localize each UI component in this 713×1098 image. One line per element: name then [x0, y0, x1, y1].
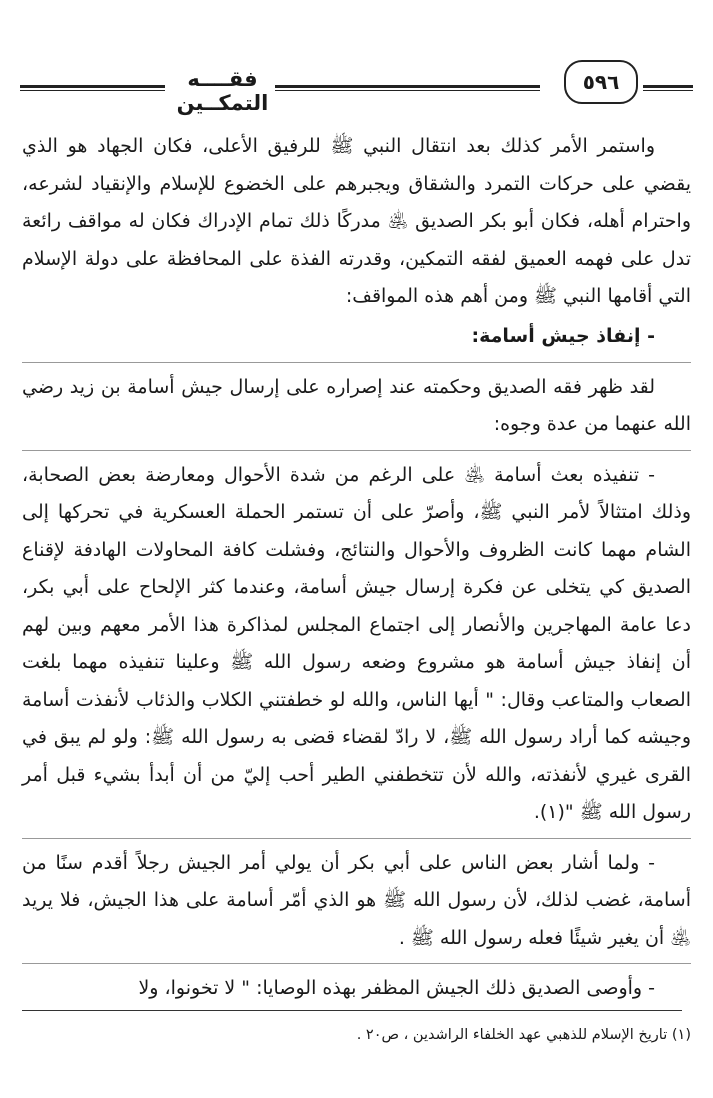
header-rule-right [643, 85, 693, 91]
separator-line [22, 838, 691, 839]
separator-line [22, 963, 691, 964]
footnote: (١) تاريخ الإسلام للذهبي عهد الخلفاء الراشدين ، ص٢٠ . [356, 1027, 691, 1043]
separator-line [22, 450, 691, 451]
paragraph-1: واستمر الأمر كذلك بعد انتقال النبي ﷺ للرفيق الأعلى، فكان الجهاد هو الذي يقضي على حركات التمرد والشقاق ويجبرهم على الخضوع للإسلام والإنقياد لشرعه، واحترام أهله، فكان أبو بكر الصديق ﵁ مدركًا ذلك تمام الإدراك فكان له مواقف رائعة تدل على فهمه العميق لفقه التمكين، وقدرته الفذة على المحافظة على دولة الإسلام التي أقامها النبي ﷺ ومن أهم هذه المواقف: [22, 135, 691, 307]
paragraph-3: - تنفيذه بعث أسامة ﵁ على الرغم من شدة الأحوال ومعارضة بعض الصحابة، وذلك امتثالاً لأمر النبي ﷺ، وأصرّ على أن تستمر الحملة العسكرية في تحركها إلى الشام مهما كانت الظروف والأحوال والنتائج، وفشلت كافة المحاولات الهادفة لإقناع الصديق كي يتخلى عن فكرة إرسال جيش أسامة، وعندما كثر الإلحاح على أبي بكر، دعا عامة المهاجرين والأنصار إلى اجتماع المجلس لمذاكرة هذا الأمر معهم وبين لهم أن إنفاذ جيش أسامة هو مشروع وضعه رسول الله ﷺ وعلينا تنفيذه مهما بلغت الصعاب والمتاعب وقال: " أيها الناس، والله لو خطفتني الكلاب والذئاب لأنفذت أسامة وجيشه كما أراد رسول الله ﷺ، لا رادّ لقضاء قضى به رسول الله ﷺ: ولو لم يبق في القرى غيري لأنفذته، والله لأن تتخطفني الطير أحب إليّ من أن أبدأ بشيء قبل أمر رسول الله ﷺ "(١). [22, 463, 691, 823]
paragraph-2: لقد ظهر فقه الصديق وحكمته عند إصراره على إرسال جيش أسامة بن زيد رضي الله عنهما من عدة وجوه: [22, 375, 691, 435]
header-rule-left [20, 85, 165, 91]
header-rule-middle [275, 85, 540, 91]
section-heading: - إنفاذ جيش أسامة: [471, 324, 655, 347]
page-body [22, 128, 691, 1008]
page-header [20, 55, 693, 115]
paragraph-4: - ولما أشار بعض الناس على أبي بكر أن يولي أمر الجيش رجلاً أقدم سنًا من أسامة، غضب لذلك، لأن رسول الله ﷺ هو الذي أمّر أسامة على هذا الجيش، فلا يريد ﵁ أن يغير شيئًا فعله رسول الله ﷺ . [22, 851, 691, 949]
book-title: فقــــه التمكــين [176, 67, 269, 115]
page-number: ٥٩٦ [564, 60, 638, 104]
footnote-rule [22, 1010, 682, 1011]
paragraph-5: - وأوصى الصديق ذلك الجيش المظفر بهذه الوصايا: " لا تخونوا، ولا [138, 977, 655, 999]
separator-line [22, 362, 691, 363]
